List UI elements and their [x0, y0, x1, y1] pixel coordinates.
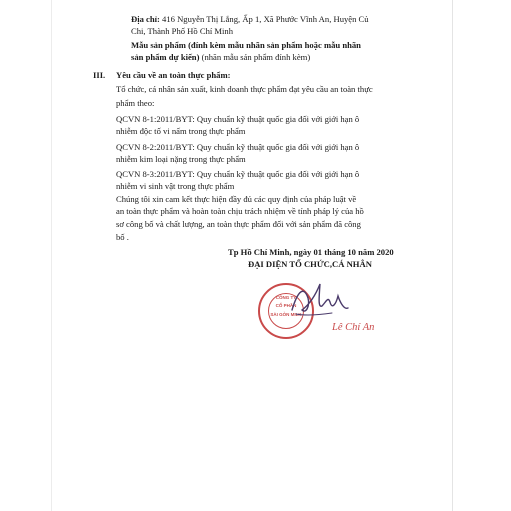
address-text-1: 416 Nguyễn Thị Lắng, Ấp 1, Xã Phước Vĩnh An, Huyện Củ: [162, 14, 369, 24]
section-number: III.: [93, 70, 106, 80]
standard-3-line-2: nhiễm vi sinh vật trong thực phẩm: [116, 181, 235, 191]
address-label: Địa chỉ:: [131, 14, 160, 24]
commitment-line-4: bố .: [116, 232, 129, 242]
commitment-line-1: Chúng tôi xin cam kết thực hiện đầy đủ các quy định của pháp luật về: [116, 194, 357, 204]
address-line-1: [131, 14, 369, 25]
sample-note: (nhãn mẫu sản phẩm đính kèm): [199, 52, 311, 62]
standard-1-line-1: QCVN 8-1:2011/BYT: Quy chuẩn kỹ thuật quốc gia đối với giới hạn ô: [116, 114, 360, 124]
section-title: Yêu cầu về an toàn thực phẩm:: [116, 70, 231, 80]
sample-label-line-1: Mẫu sản phẩm (đính kèm mẫu nhãn sản phẩm hoặc mẫu nhãn: [131, 40, 361, 50]
standard-2-line-2: nhiễm kim loại nặng trong thực phẩm: [116, 154, 246, 164]
intro-line-2: phẩm theo:: [116, 98, 155, 108]
document-page: [52, 0, 452, 511]
sample-label-line-2: [131, 52, 310, 63]
standard-2-line-1: QCVN 8-2:2011/BYT: Quy chuẩn kỹ thuật quốc gia đối với giới hạn ô: [116, 142, 360, 152]
commitment-line-2: an toàn thực phẩm và hoàn toàn chịu trách nhiệm về tính pháp lý của hồ: [116, 206, 364, 216]
stamp-text-middle: CỔ PHẦN: [275, 303, 297, 308]
commitment-line-3: sơ công bố và chất lượng, an toàn thực phẩm đối với sản phẩm đã công: [116, 219, 361, 229]
stamp-text-top: CÔNG TY: [275, 295, 297, 300]
standard-1-line-2: nhiễm độc tố vi nấm trong thực phẩm: [116, 126, 246, 136]
handwritten-signature: [286, 280, 356, 324]
intro-line-1: Tổ chức, cá nhân sản xuất, kinh doanh thực phẩm đạt yêu cầu an toàn thực: [116, 84, 373, 94]
stamp-text-bottom: SÀI GÒN MILK: [270, 312, 302, 317]
sample-label-cont: sản phẩm dự kiến): [131, 52, 200, 62]
signer-name: Lê Chí An: [332, 322, 375, 333]
standard-3-line-1: QCVN 8-3:2011/BYT: Quy chuẩn kỹ thuật quốc gia đối với giới hạn ô: [116, 169, 360, 179]
address-line-2: Chi, Thành Phố Hồ Chí Minh: [131, 26, 234, 36]
page-right-edge: [452, 0, 453, 511]
signature-title: ĐẠI DIỆN TỔ CHỨC,CÁ NHÂN: [248, 259, 372, 269]
place-date: Tp Hồ Chí Minh, ngày 01 tháng 10 năm 2020: [228, 247, 394, 257]
